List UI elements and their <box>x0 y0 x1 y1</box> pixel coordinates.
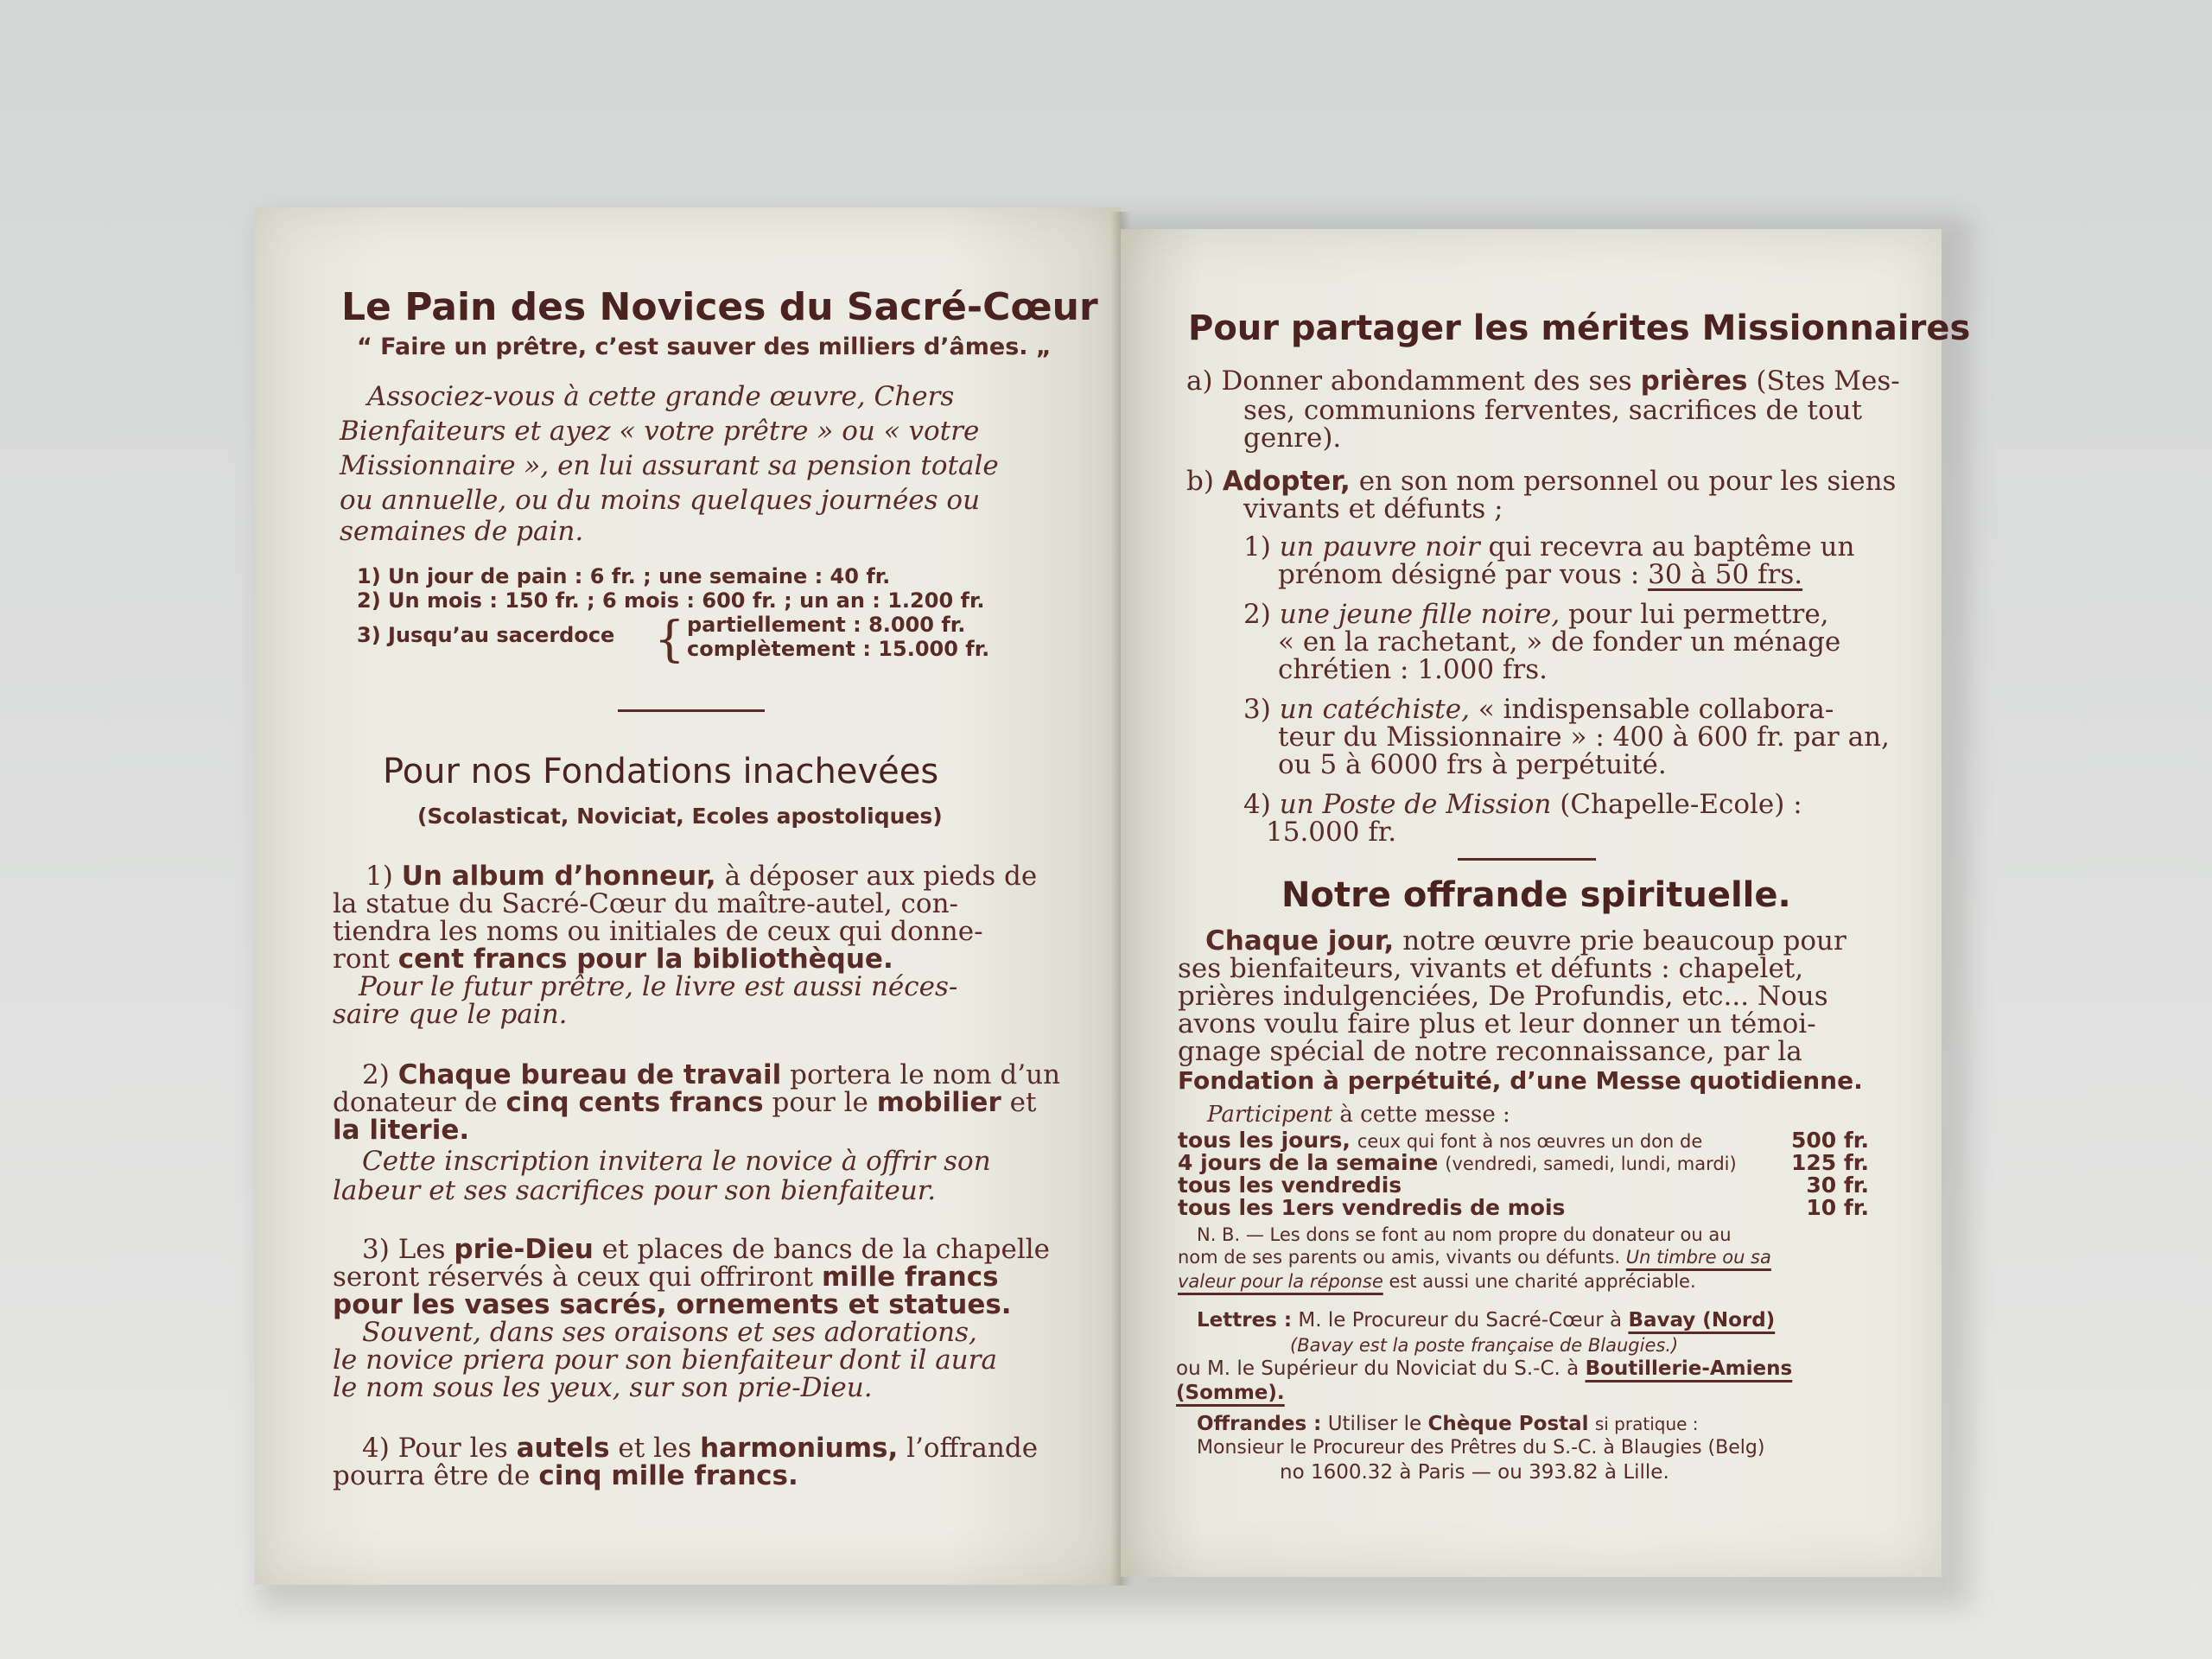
mass-row-1 <box>1178 1128 1869 1153</box>
lettres-line-2 <box>1176 1357 1792 1380</box>
nb-italic-2: valeur pour la réponse <box>1178 1271 1383 1292</box>
b-label: b) <box>1186 466 1214 497</box>
item-1-text-1: qui recevra au baptême un <box>1488 531 1855 563</box>
right-divider <box>1458 858 1596 861</box>
p2-text-1: portera le nom d’un <box>790 1059 1061 1090</box>
p2-text-2e: et <box>1009 1087 1037 1118</box>
offrandes-text-1c: si pratique : <box>1594 1414 1699 1434</box>
mass-row-1-amount: 500 fr. <box>1790 1128 1869 1153</box>
p2-italic-1: Cette inscription invitera le novice à offrir son <box>362 1146 991 1177</box>
nb-text-2: nom de ses parents ou amis, vivants ou défunts. <box>1178 1247 1621 1268</box>
a-label: a) <box>1186 365 1213 397</box>
offr-bold: Chaque jour, <box>1205 925 1395 957</box>
p2-italic-2: labeur et ses sacrifices pour son bienfaiteur. <box>333 1175 937 1206</box>
item-2-line-2: « en la rachetant, » de fonder un ménage <box>1278 626 1841 658</box>
offr-line-5: gnage spécial de notre reconnaissance, par la <box>1178 1036 1802 1067</box>
p2-text-2c: pour le <box>772 1087 868 1118</box>
p2-bold-2d: mobilier <box>876 1087 1001 1118</box>
b-line-2: vivants et défunts ; <box>1243 493 1503 524</box>
p4-text-1e: l’offrande <box>906 1433 1039 1464</box>
lettres-note: (Bavay est la poste française de Blaugies.) <box>1290 1335 1679 1356</box>
item-1-number: 1) <box>1243 531 1271 563</box>
mass-row-2-label: 4 jours de la semaine <box>1178 1150 1439 1175</box>
offr-line-1 <box>1205 927 1847 955</box>
p1-line-4 <box>333 945 893 973</box>
item-3-line-2: teur du Missionnaire » : 400 à 600 fr. par an, <box>1278 721 1890 753</box>
p2-line-1 <box>362 1061 1060 1089</box>
a-line-2: ses, communions ferventes, sacrifices de tout <box>1243 395 1863 426</box>
item-4-line-1 <box>1243 791 1802 818</box>
item-4-number: 4) <box>1243 789 1271 820</box>
nb-italic-1: Un timbre ou sa <box>1625 1247 1771 1268</box>
right-title: Pour partager les mérites Missionnaires <box>1188 308 1971 348</box>
mass-row-3 <box>1178 1173 1869 1198</box>
participent-line <box>1207 1102 1510 1128</box>
p1-line-3: tiendra les noms ou initiales de ceux qui donne- <box>333 916 983 947</box>
left-title: Le Pain des Novices du Sacré-Cœur <box>341 285 1098 329</box>
left-title-2: Pour nos Fondations inachevées <box>383 752 939 791</box>
nb-tail: est aussi une charité appréciable. <box>1389 1271 1696 1292</box>
p1-bold: Un album d’honneur, <box>401 861 716 892</box>
item-4-text-1: (Chapelle-Ecole) : <box>1560 789 1802 820</box>
price-sub-2: complètement : 15.000 fr. <box>687 637 990 661</box>
item-3-italic: un catéchiste, <box>1279 694 1470 725</box>
item-1-line-2 <box>1278 561 1802 588</box>
offrandes-text-1a: Utiliser le <box>1327 1413 1422 1435</box>
p1-bold-2: cent francs pour la bibliothèque. <box>397 944 893 975</box>
left-quote: “ Faire un prêtre, c’est sauver des milliers d’âmes. „ <box>357 334 1052 360</box>
nb-line-2 <box>1178 1247 1771 1268</box>
left-subtitle-2: (Scolasticat, Noviciat, Ecoles apostoliques) <box>417 804 943 829</box>
offr-line-3: prières indulgenciées, De Profundis, etc... Nous <box>1178 981 1828 1012</box>
intro-line-5: semaines de pain. <box>340 516 584 547</box>
mass-row-2-amount: 125 fr. <box>1790 1150 1869 1175</box>
p3-italic-2: le novice priera pour son bienfaiteur dont il aura <box>333 1344 997 1376</box>
item-1-italic: un pauvre noir <box>1279 531 1480 563</box>
lettres-place-2b: (Somme). <box>1176 1382 1285 1404</box>
offrandes-line-3: no 1600.32 à Paris — ou 393.82 à Lille. <box>1280 1461 1669 1484</box>
price-line-3: 3) Jusqu’au sacerdoce <box>357 623 615 647</box>
lettres-line-1 <box>1197 1309 1775 1332</box>
item-3-line-3: ou 5 à 6000 frs à perpétuité. <box>1278 749 1667 780</box>
lettres-text-1: M. le Procureur du Sacré-Cœur à <box>1298 1309 1623 1332</box>
item-3-text-1: « indispensable collabora- <box>1478 694 1834 725</box>
p2-bold-2b: cinq cents francs <box>505 1087 764 1118</box>
intro-line-3: Missionnaire », en lui assurant sa pension totale <box>340 450 999 481</box>
p1-text-4: ront <box>333 944 390 975</box>
left-divider <box>618 709 765 712</box>
item-4-line-2: 15.000 fr. <box>1266 817 1397 848</box>
a-bold: prières <box>1640 365 1748 397</box>
offrandes-line-1 <box>1197 1413 1699 1435</box>
p4-bold-1d: harmoniums, <box>700 1433 899 1464</box>
offrandes-bold: Chèque Postal <box>1427 1413 1589 1435</box>
intro-line-1: Associez-vous à cette grande œuvre, Chers <box>367 381 955 412</box>
p1-text-1: à déposer aux pieds de <box>724 861 1038 892</box>
intro-line-4: ou annuelle, ou du moins quelques journées ou <box>340 485 981 516</box>
b-text-1: en son nom personnel ou pour les siens <box>1358 466 1897 497</box>
p2-line-3: la literie. <box>333 1115 470 1146</box>
item-2-line-1 <box>1243 601 1829 628</box>
p4-line-2 <box>333 1462 798 1490</box>
p2-number: 2) <box>362 1059 390 1090</box>
b-bold: Adopter, <box>1222 466 1351 497</box>
mass-row-1-detail: ceux qui font à nos œuvres un don de <box>1357 1131 1703 1152</box>
p3-line-2 <box>333 1263 999 1291</box>
participent-rest: à cette messe : <box>1339 1102 1510 1128</box>
lettres-text-2: ou M. le Supérieur du Noviciat du S.-C. à <box>1176 1357 1580 1380</box>
p2-bold: Chaque bureau de travail <box>397 1059 782 1090</box>
mass-row-3-amount: 30 fr. <box>1806 1173 1869 1198</box>
p2-line-2 <box>333 1089 1036 1116</box>
participent-italic: Participent <box>1207 1102 1333 1128</box>
intro-line-2: Bienfaiteurs et ayez « votre prêtre » ou « votre <box>340 416 980 447</box>
mass-row-1-label: tous les jours, <box>1178 1128 1351 1153</box>
a-tail: (Stes Mes- <box>1756 365 1900 397</box>
item-1-line-1 <box>1243 533 1854 561</box>
p1-italic-1: Pour le futur prêtre, le livre est aussi néces- <box>359 971 958 1002</box>
nb-line-1: N. B. — Les dons se font au nom propre du donateur ou au <box>1197 1224 1732 1245</box>
item-2-italic: une jeune fille noire, <box>1279 599 1560 630</box>
item-3-number: 3) <box>1243 694 1271 725</box>
item-2-line-3: chrétien : 1.000 frs. <box>1278 654 1548 685</box>
mass-row-4-label: tous les 1ers vendredis de mois <box>1178 1195 1566 1220</box>
item-1-text-2: prénom désigné par vous : <box>1278 559 1640 590</box>
price-sub-1: partiellement : 8.000 fr. <box>687 613 966 637</box>
offrandes-label: Offrandes : <box>1197 1413 1322 1435</box>
p4-text-1a: Pour les <box>397 1433 508 1464</box>
p1-number: 1) <box>365 861 393 892</box>
mass-row-4-amount: 10 fr. <box>1806 1195 1869 1220</box>
price-line-2: 2) Un mois : 150 fr. ; 6 mois : 600 fr. ; un an : 1.200 fr. <box>357 588 985 613</box>
offrandes-line-2: Monsieur le Procureur des Prêtres du S.-C. à Blaugies (Belg) <box>1197 1437 1765 1459</box>
offr-line-2: ses bienfaiteurs, vivants et défunts : chapelet, <box>1178 953 1804 984</box>
item-2-text-1: pour lui permettre, <box>1568 599 1829 630</box>
lettres-place-1: Bavay (Nord) <box>1628 1309 1776 1332</box>
right-title-2: Notre offrande spirituelle. <box>1281 875 1791 915</box>
p4-bold-2b: cinq mille francs. <box>538 1460 798 1491</box>
item-1-price: 30 à 50 frs. <box>1648 559 1803 590</box>
p3-text-1c: et places de bancs de la chapelle <box>601 1234 1050 1265</box>
b-line-1 <box>1186 467 1896 495</box>
a-text-1: Donner abondamment des ses <box>1221 365 1632 397</box>
item-2-number: 2) <box>1243 599 1271 630</box>
p3-text-2a: seront réservés à ceux qui offriront <box>333 1262 814 1293</box>
a-line-1 <box>1186 367 1900 395</box>
right-page <box>1121 229 1971 1577</box>
p3-italic-1: Souvent, dans ses oraisons et ses adorations, <box>362 1317 977 1348</box>
p4-number: 4) <box>362 1433 390 1464</box>
p3-text-1a: Les <box>397 1234 446 1265</box>
a-line-3: genre). <box>1243 423 1342 454</box>
p1-italic-2: saire que le pain. <box>333 999 568 1030</box>
p3-line-3: pour les vases sacrés, ornements et statues. <box>333 1289 1012 1320</box>
p3-bold-2b: mille francs <box>821 1262 999 1293</box>
mass-row-2 <box>1178 1150 1869 1175</box>
p3-italic-3: le nom sous les yeux, sur son prie-Dieu. <box>333 1372 873 1403</box>
p1-line-1 <box>365 862 1037 890</box>
mass-row-2-detail: (vendredi, samedi, lundi, mardi) <box>1445 1154 1737 1174</box>
mass-row-4 <box>1178 1195 1869 1220</box>
left-page <box>255 207 1121 1585</box>
offr-bold-line: Fondation à perpétuité, d’une Messe quotidienne. <box>1178 1066 1863 1095</box>
lettres-label: Lettres : <box>1197 1309 1293 1332</box>
nb-line-3 <box>1178 1271 1696 1292</box>
p4-text-2a: pourra être de <box>333 1460 531 1491</box>
p4-text-1c: et les <box>618 1433 692 1464</box>
p3-line-1 <box>362 1236 1050 1263</box>
p4-line-1 <box>362 1434 1038 1462</box>
p3-bold-1b: prie-Dieu <box>454 1234 594 1265</box>
offr-line-4: avons voulu faire plus et leur donner un témoi- <box>1178 1008 1816 1039</box>
lettres-place-2: Boutillerie-Amiens <box>1585 1357 1793 1380</box>
p4-bold-1b: autels <box>516 1433 610 1464</box>
p2-text-2a: donateur de <box>333 1087 498 1118</box>
offr-text-1: notre œuvre prie beaucoup pour <box>1402 925 1847 957</box>
p1-line-2: la statue du Sacré-Cœur du maître-autel, con- <box>333 888 959 919</box>
price-brace: { <box>654 612 685 668</box>
price-line-1: 1) Un jour de pain : 6 fr. ; une semaine : 40 fr. <box>357 564 891 588</box>
item-3-line-1 <box>1243 696 1834 723</box>
mass-row-3-label: tous les vendredis <box>1178 1173 1402 1198</box>
p3-number: 3) <box>362 1234 390 1265</box>
item-4-italic: un Poste de Mission <box>1279 789 1552 820</box>
